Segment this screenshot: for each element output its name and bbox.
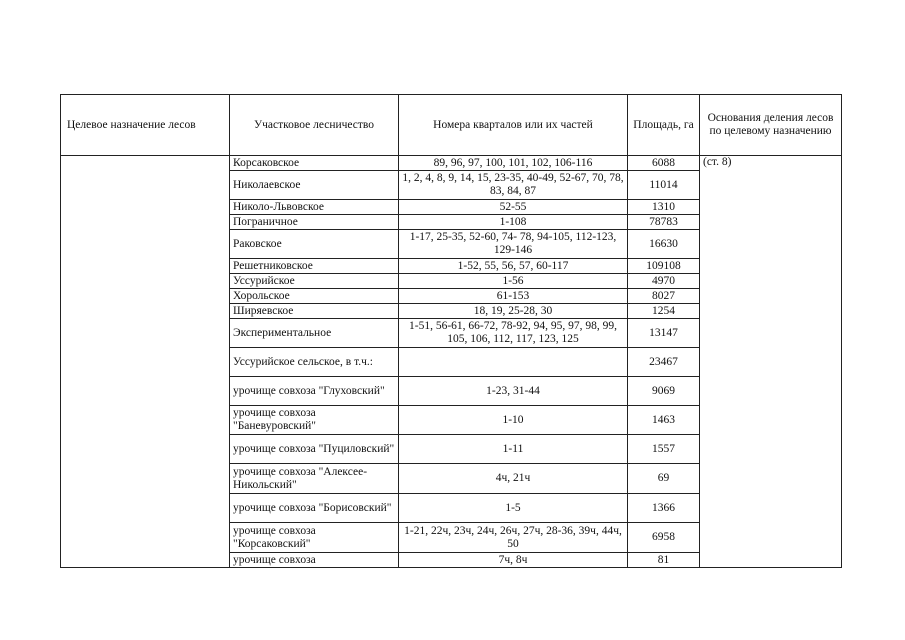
area-cell: 69	[628, 464, 700, 494]
forestry-cell: урочище совхоза "Баневуровский"	[230, 406, 399, 435]
forestry-cell: Николо-Львовское	[230, 200, 399, 215]
forestry-cell: Николаевское	[230, 171, 399, 200]
quarters-cell: 1-17, 25-35, 52-60, 74- 78, 94-105, 112-123, 129-146	[399, 230, 628, 259]
header-row	[61, 95, 842, 156]
area-cell: 78783	[628, 215, 700, 230]
quarters-cell: 1-11	[399, 435, 628, 464]
forestry-cell: урочище совхоза "Корсаковский"	[230, 523, 399, 553]
area-cell: 1254	[628, 304, 700, 319]
header-basis: Основания деления лесов по целевому назначению	[700, 95, 842, 156]
quarters-cell: 1-51, 56-61, 66-72, 78-92, 94, 95, 97, 98, 99, 105, 106, 112, 117, 123, 125	[399, 319, 628, 348]
table-body	[61, 156, 842, 568]
forestry-cell: Уссурийское сельское, в т.ч.:	[230, 348, 399, 377]
area-cell: 81	[628, 553, 700, 568]
area-cell: 9069	[628, 377, 700, 406]
area-cell: 13147	[628, 319, 700, 348]
header-area: Площадь, га	[628, 95, 700, 156]
header-purpose: Целевое назначение лесов	[61, 95, 230, 156]
area-cell: 11014	[628, 171, 700, 200]
quarters-cell: 52-55	[399, 200, 628, 215]
quarters-cell: 1-108	[399, 215, 628, 230]
forestry-cell: Пограничное	[230, 215, 399, 230]
quarters-cell: 61-153	[399, 289, 628, 304]
quarters-cell: 1-52, 55, 56, 57, 60-117	[399, 259, 628, 274]
forestry-cell: Корсаковское	[230, 156, 399, 171]
quarters-cell: 1-10	[399, 406, 628, 435]
forestry-cell: Экспериментальное	[230, 319, 399, 348]
quarters-cell	[399, 348, 628, 377]
area-cell: 1366	[628, 494, 700, 523]
forestry-cell: урочище совхоза	[230, 553, 399, 568]
quarters-cell: 1-21, 22ч, 23ч, 24ч, 26ч, 27ч, 28-36, 39ч, 44ч, 50	[399, 523, 628, 553]
area-cell: 8027	[628, 289, 700, 304]
quarters-cell: 1-23, 31-44	[399, 377, 628, 406]
quarters-cell: 1-56	[399, 274, 628, 289]
quarters-cell: 1, 2, 4, 8, 9, 14, 15, 23-35, 40-49, 52-67, 70, 78, 83, 84, 87	[399, 171, 628, 200]
area-cell: 6088	[628, 156, 700, 171]
area-cell: 6958	[628, 523, 700, 553]
area-cell: 23467	[628, 348, 700, 377]
area-cell: 109108	[628, 259, 700, 274]
quarters-cell: 18, 19, 25-28, 30	[399, 304, 628, 319]
quarters-cell: 89, 96, 97, 100, 101, 102, 106-116	[399, 156, 628, 171]
area-cell: 1310	[628, 200, 700, 215]
area-cell: 1463	[628, 406, 700, 435]
header-quarters: Номера кварталов или их частей	[399, 95, 628, 156]
quarters-cell: 4ч, 21ч	[399, 464, 628, 494]
forestry-cell: урочище совхоза "Борисовский"	[230, 494, 399, 523]
basis-cell: (ст. 8)	[700, 156, 842, 568]
quarters-cell: 1-5	[399, 494, 628, 523]
forestry-cell: урочище совхоза "Пуциловский"	[230, 435, 399, 464]
table-row	[61, 156, 842, 171]
header-forestry: Участковое лесничество	[230, 95, 399, 156]
area-cell: 1557	[628, 435, 700, 464]
forestry-cell: Решетниковское	[230, 259, 399, 274]
area-cell: 4970	[628, 274, 700, 289]
forestry-cell: урочище совхоза "Глуховский"	[230, 377, 399, 406]
purpose-cell	[61, 156, 230, 568]
area-cell: 16630	[628, 230, 700, 259]
forestry-cell: Хорольское	[230, 289, 399, 304]
forestry-cell: Раковское	[230, 230, 399, 259]
forestry-cell: Ширяевское	[230, 304, 399, 319]
forest-purpose-table	[60, 94, 842, 568]
forestry-cell: Уссурийское	[230, 274, 399, 289]
forestry-cell: урочище совхоза "Алексее-Никольский"	[230, 464, 399, 494]
quarters-cell: 7ч, 8ч	[399, 553, 628, 568]
